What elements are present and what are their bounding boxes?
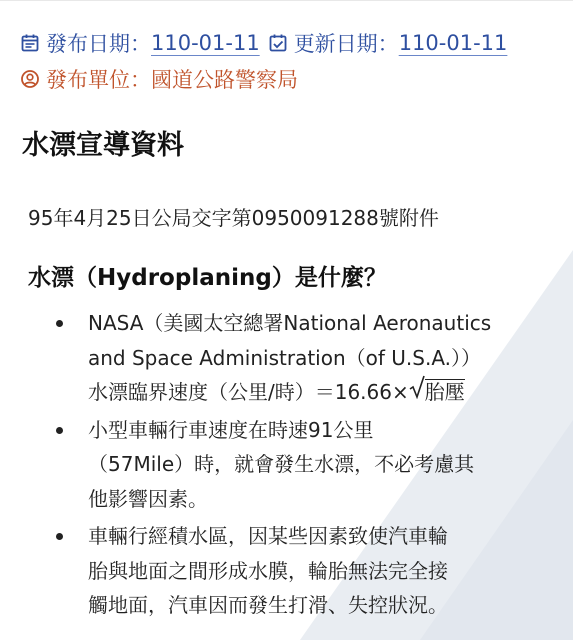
bullet-line: 車輛行經積水區，因某些因素致使汽車輪	[88, 524, 448, 548]
user-circle-icon	[20, 69, 40, 89]
bullet-line: （57Mile）時，就會發生水漂，不必考慮其	[88, 452, 475, 476]
bullet-icon	[56, 427, 63, 434]
bullet-list	[50, 306, 560, 626]
unit-value: 國道公路警察局	[151, 68, 298, 92]
unit-meta-row	[20, 64, 298, 94]
list-item	[50, 519, 560, 623]
date-meta-row	[20, 28, 507, 58]
formula-prefix: 水漂臨界速度（公里/時）＝16.66×	[88, 380, 409, 404]
bullet-icon	[56, 320, 63, 327]
formula-sqrt-term: 胎壓	[424, 380, 465, 404]
document-reference: 95年4月25日公局交字第0950091288號附件	[28, 206, 439, 230]
bullet-line: 他影響因素。	[88, 486, 208, 511]
published-label: 發布日期：	[46, 32, 151, 56]
updated-date: 110-01-11	[398, 31, 508, 55]
calendar-check-icon	[268, 33, 288, 53]
formula-line	[88, 375, 560, 410]
bullet-line: 觸地面，汽車因而發生打滑、失控狀況。	[88, 593, 448, 617]
bullet-line: and Space Administration（of U.S.A.））	[88, 345, 482, 370]
page-title: 水漂宣導資料	[22, 130, 184, 161]
calendar-icon	[20, 33, 40, 53]
square-root-icon	[409, 375, 425, 399]
top-divider	[0, 0, 573, 1]
unit-label: 發布單位：	[46, 68, 151, 92]
section-heading: 水漂（Hydroplaning）是什麼？	[28, 265, 387, 291]
list-item	[50, 413, 560, 517]
list-item	[50, 306, 560, 410]
published-date: 110-01-11	[151, 31, 260, 55]
updated-label: 更新日期：	[293, 32, 399, 56]
bullet-line: 小型車輛行車速度在時速91公里	[88, 417, 374, 442]
bullet-line: NASA（美國太空總署National Aeronautics	[88, 311, 492, 335]
bullet-icon	[56, 533, 63, 540]
bullet-line: 胎與地面之間形成水膜，輪胎無法完全接	[88, 558, 448, 583]
